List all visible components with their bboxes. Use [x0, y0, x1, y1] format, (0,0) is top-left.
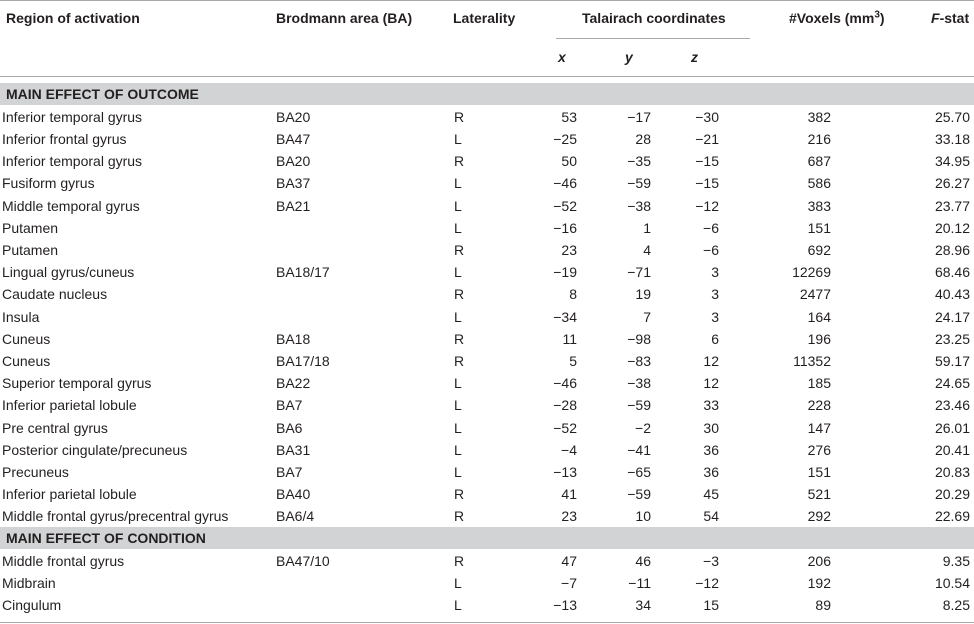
cell-z: 54 — [703, 508, 719, 525]
cell-voxels: 292 — [807, 508, 831, 525]
cell-z: 3 — [711, 286, 719, 303]
cell-region: Cingulum — [2, 597, 62, 614]
cell-laterality: R — [454, 241, 465, 258]
cell-region: Cuneus — [2, 330, 51, 347]
cell-z: −15 — [695, 175, 719, 192]
cell-laterality: R — [454, 330, 465, 347]
cell-y: −38 — [627, 197, 651, 214]
cell-laterality: L — [454, 308, 462, 325]
cell-laterality: R — [454, 352, 465, 369]
cell-region: Putamen — [2, 241, 59, 258]
header-region: Region of activation — [6, 10, 140, 26]
cell-y: 4 — [643, 241, 651, 258]
cell-z: 45 — [703, 486, 719, 503]
cell-x: 23 — [561, 508, 577, 525]
cell-fstat: 20.29 — [934, 486, 970, 503]
cell-voxels: 151 — [807, 219, 831, 236]
cell-y: −35 — [627, 153, 651, 170]
cell-x: −13 — [553, 597, 577, 614]
cell-voxels: 206 — [807, 552, 831, 569]
cell-z: −30 — [695, 108, 719, 125]
cell-x: −19 — [553, 264, 577, 281]
cell-brodmann: BA7 — [276, 463, 303, 480]
cell-laterality: L — [454, 419, 462, 436]
cell-fstat: 40.43 — [934, 286, 970, 303]
cell-y: −59 — [627, 397, 651, 414]
cell-x: −52 — [553, 419, 577, 436]
cell-laterality: L — [454, 175, 462, 192]
cell-brodmann: BA6 — [276, 419, 303, 436]
cell-fstat: 26.27 — [934, 175, 970, 192]
cell-y: −65 — [627, 463, 651, 480]
cell-region: Midbrain — [2, 574, 56, 591]
cell-voxels: 11352 — [793, 352, 831, 369]
cell-fstat: 33.18 — [934, 130, 970, 147]
cell-laterality: R — [454, 486, 465, 503]
cell-brodmann: BA6/4 — [276, 508, 315, 525]
cell-fstat: 20.12 — [934, 219, 970, 236]
cell-voxels: 196 — [807, 330, 831, 347]
cell-voxels: 521 — [807, 486, 831, 503]
cell-x: −7 — [561, 574, 577, 591]
cell-z: −6 — [703, 241, 719, 258]
cell-x: −25 — [553, 130, 577, 147]
cell-laterality: L — [454, 264, 462, 281]
cell-region: Insula — [2, 308, 40, 325]
cell-voxels: 586 — [807, 175, 831, 192]
cell-y: 19 — [635, 286, 651, 303]
cell-fstat: 20.41 — [934, 441, 970, 458]
cell-x: 11 — [562, 330, 577, 347]
cell-z: 36 — [703, 441, 719, 458]
cell-x: −4 — [561, 441, 577, 458]
bottom-rule — [0, 622, 974, 623]
cell-region: Fusiform gyrus — [2, 175, 95, 192]
cell-y: −41 — [627, 441, 651, 458]
cell-x: 53 — [561, 108, 577, 125]
cell-z: −21 — [695, 130, 719, 147]
cell-region: Inferior parietal lobule — [2, 397, 137, 414]
cell-voxels: 185 — [807, 375, 831, 392]
cell-voxels: 687 — [807, 153, 831, 170]
cell-laterality: R — [454, 508, 465, 525]
cell-laterality: R — [454, 153, 465, 170]
cell-brodmann: BA17/18 — [276, 352, 330, 369]
cell-fstat: 26.01 — [934, 419, 970, 436]
cell-region: Middle frontal gyrus — [2, 552, 125, 569]
cell-laterality: L — [454, 597, 462, 614]
cell-region: Middle frontal gyrus/precentral gyrus — [2, 508, 229, 525]
talairach-underline — [556, 38, 750, 39]
cell-voxels: 216 — [807, 130, 831, 147]
cell-voxels: 228 — [807, 397, 831, 414]
cell-brodmann: BA20 — [276, 108, 311, 125]
cell-brodmann: BA21 — [276, 197, 311, 214]
cell-voxels: 2477 — [799, 286, 831, 303]
cell-fstat: 28.96 — [934, 241, 970, 258]
cell-voxels: 382 — [807, 108, 831, 125]
cell-y: −59 — [627, 486, 651, 503]
header-fstat: F-stat — [931, 10, 970, 26]
cell-z: 3 — [711, 308, 719, 325]
cell-x: 41 — [561, 486, 577, 503]
cell-x: 8 — [569, 286, 577, 303]
cell-region: Pre central gyrus — [2, 419, 108, 436]
cell-x: −16 — [553, 219, 577, 236]
section-title: MAIN EFFECT OF CONDITION — [6, 530, 206, 546]
cell-voxels: 276 — [807, 441, 831, 458]
cell-laterality: L — [454, 197, 462, 214]
cell-fstat: 10.54 — [934, 574, 970, 591]
cell-region: Inferior temporal gyrus — [2, 153, 143, 170]
cell-z: 6 — [711, 330, 719, 347]
cell-voxels: 383 — [807, 197, 831, 214]
cell-region: Posterior cingulate/precuneus — [2, 441, 188, 458]
cell-brodmann: BA31 — [276, 441, 311, 458]
cell-brodmann: BA7 — [276, 397, 303, 414]
cell-z: 15 — [703, 597, 719, 614]
cell-fstat: 22.69 — [934, 508, 970, 525]
cell-voxels: 89 — [815, 597, 831, 614]
header-talairach: Talairach coordinates — [582, 10, 726, 26]
cell-z: −6 — [703, 219, 719, 236]
cell-region: Cuneus — [2, 352, 51, 369]
cell-laterality: L — [454, 375, 462, 392]
cell-z: −15 — [695, 153, 719, 170]
cell-brodmann: BA20 — [276, 153, 311, 170]
cell-region: Lingual gyrus/cuneus — [2, 264, 135, 281]
cell-y: −59 — [627, 175, 651, 192]
cell-y: 46 — [635, 552, 651, 569]
cell-z: 36 — [703, 463, 719, 480]
cell-x: −34 — [553, 308, 577, 325]
cell-brodmann: BA47/10 — [276, 552, 330, 569]
cell-fstat: 9.35 — [942, 552, 970, 569]
cell-laterality: L — [454, 463, 462, 480]
cell-fstat: 24.17 — [934, 308, 970, 325]
cell-x: 50 — [561, 153, 577, 170]
cell-fstat: 25.70 — [934, 108, 970, 125]
cell-voxels: 692 — [807, 241, 831, 258]
cell-y: −2 — [635, 419, 651, 436]
cell-fstat: 34.95 — [934, 153, 970, 170]
cell-laterality: L — [454, 574, 462, 591]
cell-voxels: 12269 — [792, 264, 831, 281]
cell-laterality: R — [454, 552, 465, 569]
cell-voxels: 164 — [807, 308, 831, 325]
cell-voxels: 192 — [807, 574, 831, 591]
cell-brodmann: BA22 — [276, 375, 311, 392]
cell-region: Inferior frontal gyrus — [2, 130, 127, 147]
cell-laterality: R — [454, 286, 465, 303]
header-rule — [0, 76, 974, 77]
cell-brodmann: BA18/17 — [276, 264, 330, 281]
cell-laterality: L — [454, 441, 462, 458]
cell-z: 12 — [703, 352, 719, 369]
cell-y: −38 — [627, 375, 651, 392]
cell-y: −11 — [628, 574, 651, 591]
cell-x: 23 — [561, 241, 577, 258]
top-rule — [0, 0, 974, 1]
cell-z: 30 — [703, 419, 719, 436]
cell-fstat: 8.25 — [942, 597, 970, 614]
section-header — [0, 83, 974, 105]
cell-fstat: 23.46 — [934, 397, 970, 414]
header-y: y — [625, 49, 633, 65]
header-x: x — [558, 49, 566, 65]
section-title: MAIN EFFECT OF OUTCOME — [6, 86, 199, 102]
section-header — [0, 527, 974, 549]
cell-y: 1 — [643, 219, 651, 236]
cell-y: −17 — [627, 108, 651, 125]
cell-y: 7 — [643, 308, 651, 325]
header-z: z — [691, 49, 698, 65]
cell-x: −46 — [553, 175, 577, 192]
cell-brodmann: BA37 — [276, 175, 311, 192]
cell-region: Precuneus — [2, 463, 69, 480]
cell-z: −12 — [695, 574, 719, 591]
cell-brodmann: BA47 — [276, 130, 311, 147]
cell-region: Putamen — [2, 219, 59, 236]
cell-y: −71 — [627, 264, 651, 281]
cell-region: Inferior temporal gyrus — [2, 108, 143, 125]
cell-y: −83 — [627, 352, 651, 369]
cell-y: 34 — [635, 597, 651, 614]
cell-laterality: R — [454, 108, 465, 125]
cell-voxels: 147 — [807, 419, 831, 436]
cell-region: Caudate nucleus — [2, 286, 108, 303]
cell-x: −28 — [553, 397, 577, 414]
header-laterality: Laterality — [453, 10, 516, 26]
cell-laterality: L — [454, 219, 462, 236]
cell-z: 3 — [711, 264, 719, 281]
cell-y: 28 — [635, 130, 651, 147]
cell-z: −12 — [695, 197, 719, 214]
header-voxels: #Voxels $(mm^3)$ — [789, 9, 885, 26]
cell-region: Inferior parietal lobule — [2, 486, 137, 503]
cell-fstat: 24.65 — [934, 375, 970, 392]
cell-laterality: L — [454, 130, 462, 147]
cell-y: 10 — [635, 508, 651, 525]
cell-x: −52 — [553, 197, 577, 214]
header-brodmann: Brodmann area (BA) — [276, 10, 413, 26]
cell-region: Superior temporal gyrus — [2, 375, 152, 392]
cell-fstat: 68.46 — [934, 264, 970, 281]
cell-fstat: 20.83 — [934, 463, 970, 480]
cell-brodmann: BA40 — [276, 486, 311, 503]
cell-region: Middle temporal gyrus — [2, 197, 140, 214]
cell-z: 33 — [703, 397, 719, 414]
cell-brodmann: BA18 — [276, 330, 311, 347]
cell-voxels: 151 — [807, 463, 831, 480]
cell-laterality: L — [454, 397, 462, 414]
cell-fstat: 59.17 — [934, 352, 970, 369]
cell-x: −46 — [553, 375, 577, 392]
cell-fstat: 23.77 — [934, 197, 970, 214]
cell-fstat: 23.25 — [934, 330, 970, 347]
cell-x: 47 — [561, 552, 577, 569]
cell-y: −98 — [627, 330, 651, 347]
cell-z: 12 — [703, 375, 719, 392]
cell-x: 5 — [569, 352, 577, 369]
cell-z: −3 — [703, 552, 719, 569]
cell-x: −13 — [553, 463, 577, 480]
